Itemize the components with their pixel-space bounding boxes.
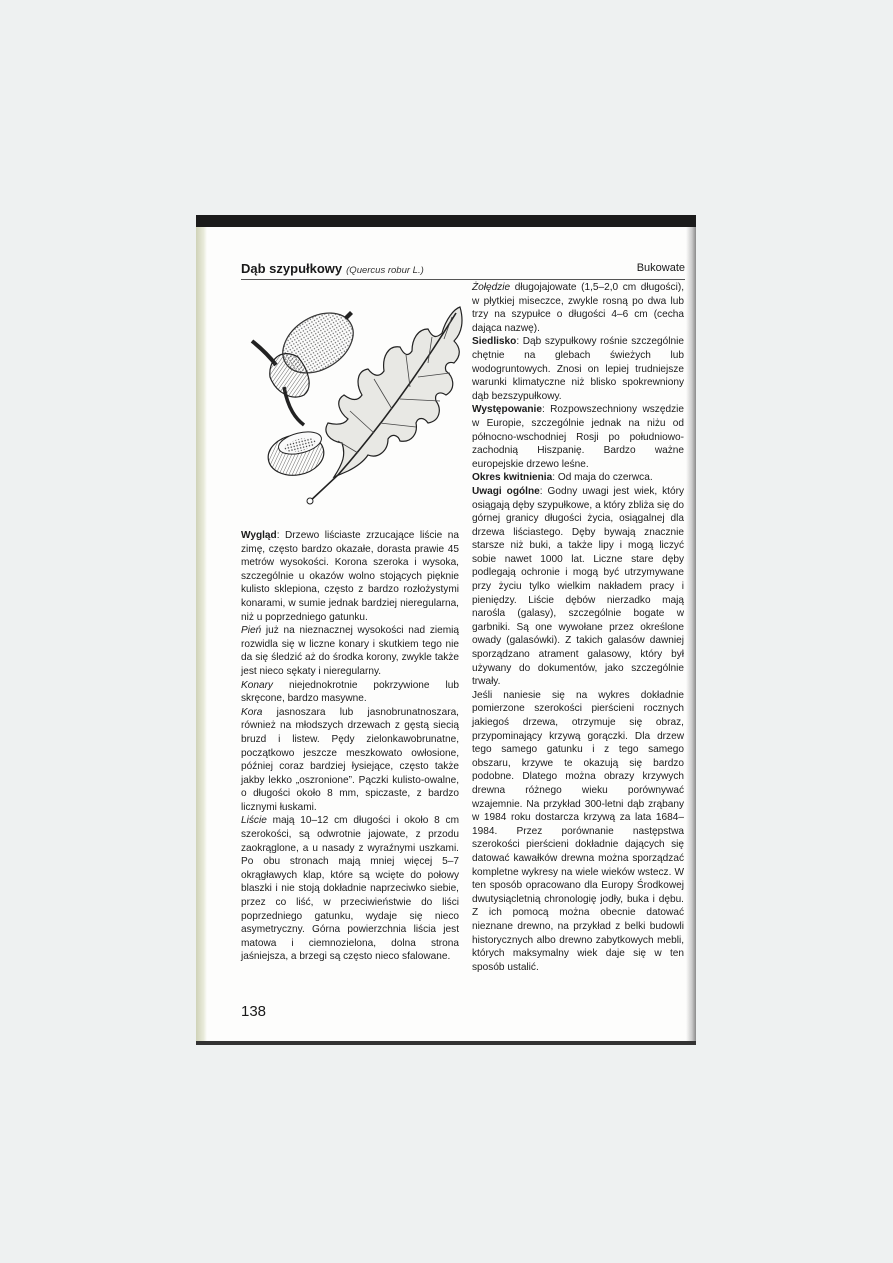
leaves-label: Liście [241, 815, 267, 827]
habitat-paragraph [472, 335, 684, 403]
bark-paragraph [241, 706, 459, 815]
habitat-text: : Dąb szypułkowy rośnie szczególnie chętnie na glebach świeżych lub wodogruntowych. Znosi on lepiej trudniejsze warunki klimatyczne niż blisko spokrewniony dąb bezszypułkowy. [472, 336, 684, 402]
distribution-text: : Rozpowszechniony wszędzie w Europie, szczególnie jednak na niżu od północno-wschodniej Rosji po południowo-zachodnią Hiszpanię. Bardzo ważne europejskie drzewo leśne. [472, 404, 684, 470]
branches-paragraph [241, 679, 459, 706]
acorns-text: długojajowate (1,5–2,0 cm długości), w płytkiej miseczce, zwykle rosną po dwa lub trzy na szypułce o długości 4–6 cm (cecha dająca nazwę). [472, 282, 684, 334]
header-rule [241, 279, 685, 280]
dendrochronology-paragraph: Jeśli naniesie się na wykres dokładnie pomierzone szerokości pierścieni rocznych jakiegoś drzewa, otrzymuje się obraz, przypominający krzywą gorączki. Dla drzew tego samego gatunku i z tego samego obszaru, krzywe te okazują się bardzo podobne. Dlatego można obrazy krzywych drewna różnego wieku porównywać wzajemnie. Na przykład 300-letni dąb zrąbany w 1984 roku dostarcza krzywą za lata 1684–1984. Przez porównanie następstwa szerokości pierścieni dokładnie dających się datować kawałków drewna można sporządzać kompletne wykresy na wiele wieków wstecz. W ten sposób opracowano dla Europy Środkowej dwutysiącletnią chronologię jodły, buka i dębu. Z ich pomocą można obecnie datować nieznane drewno, na przykład z belki budowli historycznych albo drewno zabytkowych mebli, których maksymalny wiek daje się w ten sposób ustalić. [472, 689, 684, 973]
scanned-page [196, 215, 696, 1045]
scan-right-edge-shadow [686, 227, 696, 1041]
branches-label: Konary [241, 679, 273, 691]
flowering-paragraph [472, 471, 684, 485]
species-name: Dąb szypułkowy [241, 261, 343, 276]
remarks-text: : Godny uwagi jest wiek, który osiągają dęby szypułkowe, a który zbliża się do górnej granicy długości życia, osiągalnej dla drzewa liściastego. Dęby bywają znacznie starsze niż buki, a także lipy i mogą liczyć sobie nawet 1000 lat. Liczne stare dęby podlegają ochronie i mogą być utrzymywane przy życiu tylko wielkim nakładem pracy i pieniędzy. Liście dębów nierzadko mają narośla (galasy), szczególnie bogate w garbniki. Są one wywołane przez określone owady (galasówki). Z takich galasów dawniej sporządzano atrament galasowy, który był używany do dokumentów, jako szczególnie trwały. [472, 485, 685, 688]
branches-text: niejednokrotnie pokrzywione lub skręcone, bardzo masywne. [241, 679, 459, 705]
distribution-label: Występowanie [472, 404, 542, 416]
bark-label: Kora [241, 706, 263, 718]
species-latin-name: (Quercus robur L.) [346, 265, 424, 276]
flowering-text: : Od maja do czerwca. [552, 472, 653, 484]
flowering-label: Okres kwitnienia [472, 472, 553, 484]
page-header [241, 259, 685, 279]
remarks-label: Uwagi ogólne [472, 485, 540, 497]
appearance-paragraph [241, 529, 459, 624]
appearance-label: Wygląd [241, 530, 277, 541]
trunk-label: Pień [241, 625, 262, 637]
family-name: Bukowate [636, 262, 685, 274]
acorn-cup-icon [265, 428, 327, 480]
distribution-paragraph [472, 403, 684, 471]
acorns-paragraph [472, 281, 684, 335]
trunk-text: już na nieznacznej wysokości nad ziemią rozwidla się w liczne konary i skutkiem tego nie da się śledzić aż do środka korony, zwykle także jest nieco sękaty i nieregularny. [241, 625, 459, 677]
trunk-paragraph [241, 624, 459, 678]
species-title [241, 261, 424, 276]
leaves-paragraph [241, 814, 459, 964]
oak-leaf-acorn-illustration [248, 291, 470, 517]
bark-text: jasnoszara lub jasnobrunatnoszara, również na młodszych drzewach z gęstą siecią bruzd i listew. Pędy zielonkawobrunatne, początkowo jeszcze meszkowato owłosione, później coraz bardziej łysiejące, często także jakby lekko „oszronione”. Pączki kulisto-owalne, o długości około 8 mm, spiczaste, z bardzo licznymi łuskami. [241, 706, 459, 813]
acorns-label: Żołędzie [472, 282, 511, 293]
page-number: 138 [241, 1003, 267, 1020]
right-column [472, 281, 684, 974]
scan-bottom-edge [196, 1041, 696, 1045]
leaves-text: mają 10–12 cm długości i około 8 cm szerokości, są odwrotnie jajowate, z przodu zaokrąglone, a u nasady z wyraźnymi uszkami. Po obu stronach mają mniej więcej 5–7 okrągławych klap, które są wcięte do połowy blaszki i nie stoją dokładnie naprzeciwko siebie, przez co liść, w przeciwieństwie do liści poprzedniego gatunku, wydaje się nieco asymetryczny. Górna powierzchnia liścia jest matowa i ciemnozielona, dolna strona jaśniejsza, a brzegi są często nieco sfalowane. [241, 815, 459, 963]
left-column [241, 529, 459, 964]
acorn-top-icon [270, 301, 364, 397]
appearance-text: : Drzewo liściaste zrzucające liście na zimę, często bardzo okazałe, dorasta prawie 45 metrów wysokości. Korona szeroka i wysoka, szczególnie u okazów wolno stojących pięknie kulisto sklepiona, często z bardzo rozłożystymi konarami, w sumie jednak bardziej nieregularna, niż u poprzedniego gatunku. [241, 530, 459, 623]
scan-gutter-shadow [196, 227, 207, 1041]
habitat-label: Siedlisko [472, 336, 517, 348]
scan-top-edge [196, 215, 696, 227]
remarks-paragraph [472, 485, 684, 689]
